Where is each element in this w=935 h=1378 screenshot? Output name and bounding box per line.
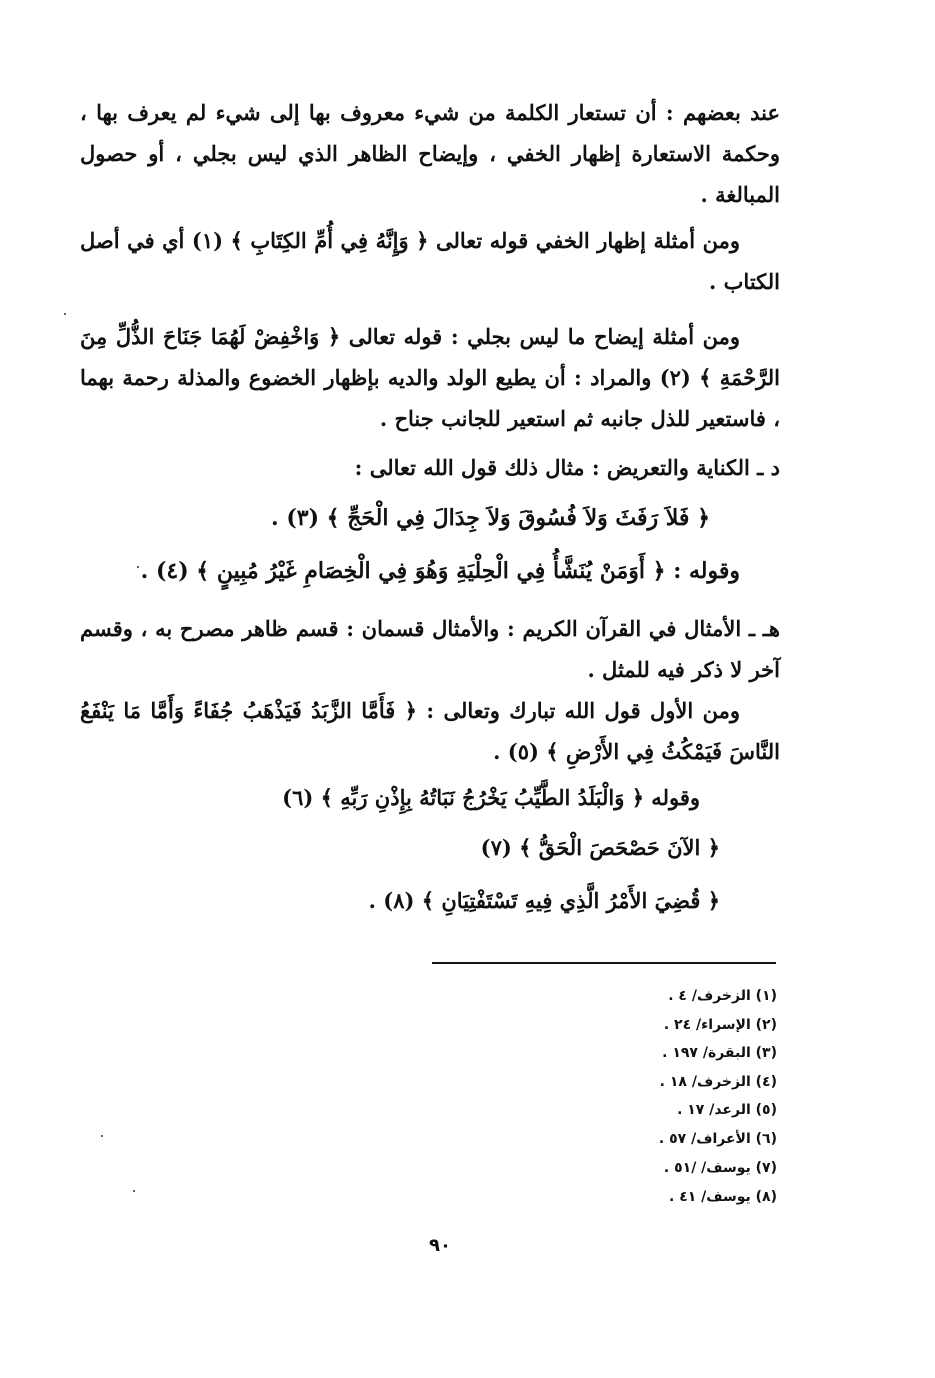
footnote-5: (٥) الرعد/ ١٧ . — [677, 1102, 777, 1118]
footnote-4: (٤) الزخرف/ ١٨ . — [659, 1074, 777, 1090]
paragraph-text: ومن الأول قول الله تبارك وتعالى : ﴿ فَأَمَّا الزَّبَدُ فَيَذْهَبُ جُفَاءً وَأَمَّا مَا يَنْفَعُ النَّاسَ فَيَمْكُثُ فِي الأَرْضِ ﴾ (٥) . — [80, 698, 780, 764]
footnote-7: (٧) يوسف/ /٥١ . — [663, 1160, 777, 1176]
footnote-separator — [432, 962, 776, 964]
footnote-6: (٦) الأعراف/ ٥٧ . — [658, 1131, 777, 1147]
paragraph-text: هـ ـ الأمثال في القرآن الكريم : والأمثال قسمان : قسم ظاهر مصرح به ، وقسم آخر لا ذكر فيه للمثل . — [80, 616, 780, 682]
paragraph-text: عند بعضهم : أن تستعار الكلمة من شيء معروف بها إلى شيء لم يعرف بها ، وحكمة الاستعارة إظهار الخفي ، وإيضاح الظاهر الذي ليس بجلي ، أو حصول المبالغة . — [80, 100, 780, 207]
verse-line-balad: وقوله ﴿ وَالْبَلَدُ الطَّيِّبُ يَخْرُجُ نَبَاتُهُ بِإِذْنِ رَبِّهِ ﴾ (٦) — [282, 785, 700, 810]
scan-speck — [137, 566, 139, 568]
footnote-3: (٣) البقرة/ ١٩٧ . — [662, 1045, 777, 1061]
footnote-2: (٢) الإسراء/ ٢٤ . — [663, 1017, 777, 1033]
scan-speck — [64, 313, 66, 315]
verse-line-hashasa: ﴿ الآنَ حَصْحَصَ الْحَقُّ ﴾ (٧) — [480, 835, 720, 860]
page-number: ٩٠ — [429, 1235, 451, 1256]
paragraph-first-type — [80, 690, 780, 772]
verse-line-hajj: ﴿ فَلاَ رَفَثَ وَلاَ فُسُوقَ وَلاَ جِدَالَ فِي الْحَجِّ ﴾ (٣) . — [271, 505, 710, 531]
verse-line-hilya: وقوله : ﴿ أَوَمَنْ يُنَشَّأُ فِي الْحِلْيَةِ وَهُوَ فِي الْخِصَامِ غَيْرُ مُبِينٍ ﴾ (٤) . — [140, 558, 740, 584]
paragraph-amthal — [80, 608, 780, 690]
footnote-8: (٨) يوسف/ ٤١ . — [669, 1189, 777, 1205]
scan-speck — [133, 1190, 135, 1192]
paragraph-clarify-example — [80, 316, 780, 439]
paragraph-text: ومن أمثلة إظهار الخفي قوله تعالى ﴿ وَإِنَّهُ فِي أُمِّ الكِتَابِ ﴾ (١) أي في أصل الكتاب . — [80, 228, 780, 294]
paragraph-text: ومن أمثلة إيضاح ما ليس بجلي : قوله تعالى ﴿ وَاخْفِضْ لَهُمَا جَنَاحَ الذُّلِّ مِنَ الرَّحْمَةِ ﴾ (٢) والمراد : أن يطيع الولد والديه بإظهار الخضوع والمذلة رحمة بهما ، فاستعير للذل جانبه ثم استعير للجانب جناح . — [80, 324, 780, 431]
paragraph-hidden-example — [80, 220, 780, 302]
scan-speck — [101, 1135, 103, 1137]
footnote-1: (١) الزخرف/ ٤ . — [668, 988, 777, 1004]
section-heading-kinaya: د ـ الكناية والتعريض : مثال ذلك قول الله تعالى : — [354, 455, 780, 480]
paragraph-metaphor-definition — [80, 92, 780, 215]
verse-line-qudiya: ﴿ قُضِيَ الأَمْرُ الَّذِي فِيهِ تَسْتَفْتِيَانِ ﴾ (٨) . — [368, 888, 720, 913]
